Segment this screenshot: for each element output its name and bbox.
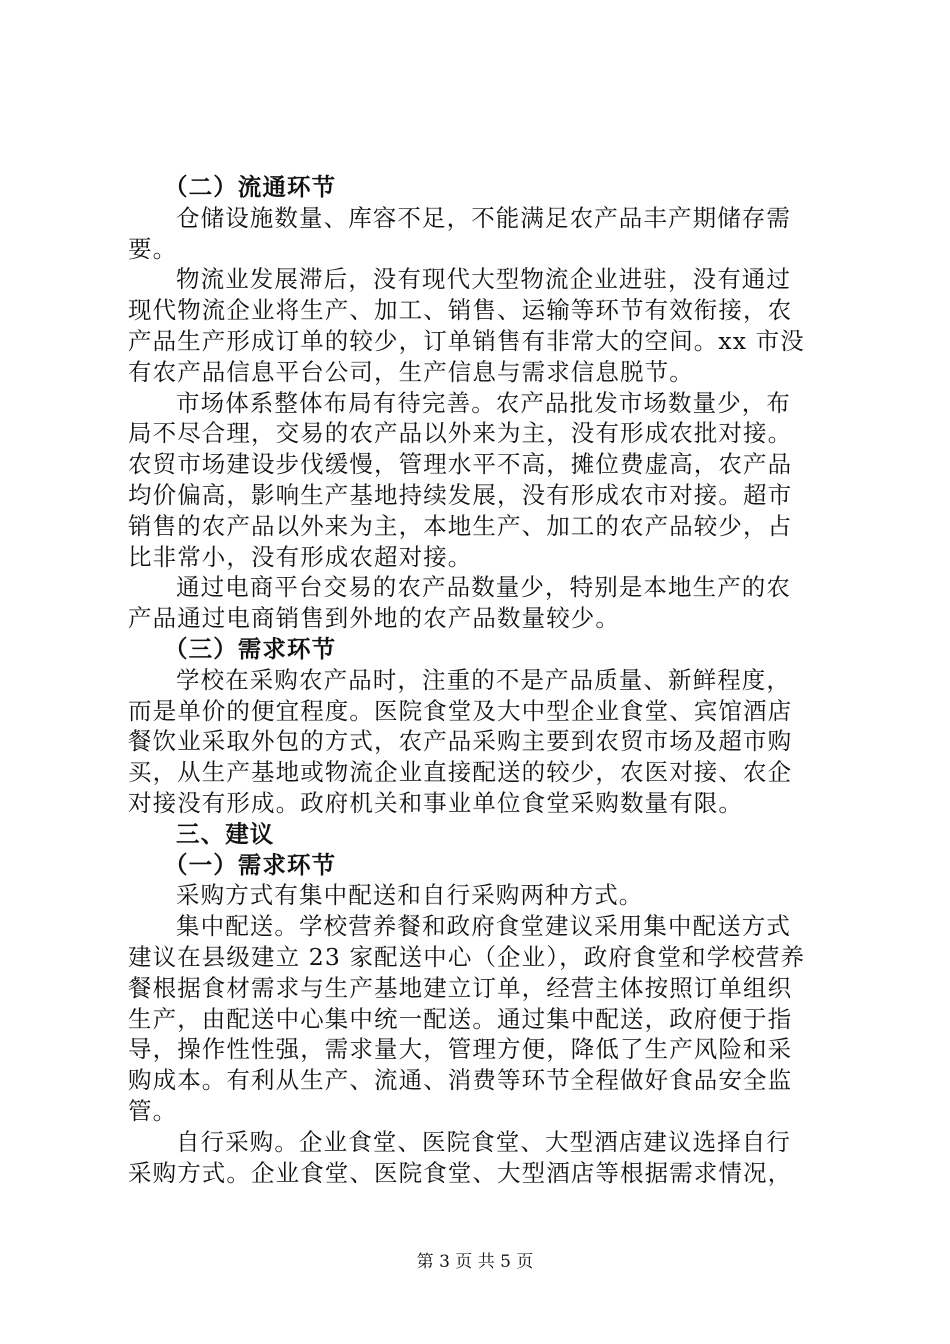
text-line: 买，从生产基地或物流企业直接配送的较少，农医对接、农企 <box>128 758 793 787</box>
section-heading-circulation <box>128 172 828 203</box>
text-line: 集中配送。学校营养餐和政府食堂建议采用集中配送方式 <box>176 912 791 941</box>
paragraph-school-procurement <box>128 665 828 819</box>
text-line: 对接没有形成。政府机关和事业单位食堂采购数量有限。 <box>128 788 743 817</box>
text-line: 产品生产形成订单的较少，订单销售有非常大的空间。xx 市没 <box>128 326 805 355</box>
text-line: 现代物流企业将生产、加工、销售、运输等环节有效衔接，农 <box>128 296 793 325</box>
paragraph-centralized-delivery <box>128 911 828 1127</box>
text-line: 销售的农产品以外来为主，本地生产、加工的农产品较少，占 <box>128 511 793 540</box>
text-line: 建议在县级建立 23 家配送中心（企业），政府食堂和学校营养 <box>128 942 806 971</box>
text-line: 物流业发展滞后，没有现代大型物流企业进驻，没有通过 <box>176 265 791 294</box>
text-line: 采购方式。企业食堂、医院食堂、大型酒店等根据需求情况， <box>128 1158 793 1187</box>
text-line: 生产，由配送中心集中统一配送。通过集中配送，政府便于指 <box>128 1004 793 1033</box>
text-line: 农贸市场建设步伐缓慢，管理水平不高，摊位费虚高，农产品 <box>128 450 793 479</box>
text-line: 均价偏高，影响生产基地持续发展，没有形成农市对接。超市 <box>128 480 793 509</box>
text-line: 餐饮业采取外包的方式，农产品采购主要到农贸市场及超市购 <box>128 727 793 756</box>
text-line: 产品通过电商销售到外地的农产品数量较少。 <box>128 604 620 633</box>
text-line: 而是单价的便宜程度。医院食堂及大中型企业食堂、宾馆酒店 <box>128 696 793 725</box>
paragraph-ecommerce <box>128 572 828 634</box>
heading-line: （一）需求环节 <box>164 850 337 879</box>
text-line: 比非常小，没有形成农超对接。 <box>128 542 473 571</box>
paragraph-procurement-methods <box>128 880 828 911</box>
text-line: 导，操作性性强，需求量大，管理方便，降低了生产风险和采 <box>128 1035 793 1064</box>
paragraph-logistics <box>128 264 828 387</box>
section-heading-suggestions <box>128 819 828 850</box>
text-line: 要。 <box>128 234 178 263</box>
text-line: 局不尽合理，交易的农产品以外来为主，没有形成农批对接。 <box>128 419 793 448</box>
text-line: 学校在采购农产品时，注重的不是产品质量、新鲜程度， <box>176 665 791 694</box>
text-line: 仓储设施数量、库容不足，不能满足农产品丰产期储存需 <box>176 203 791 232</box>
section-heading-demand-suggestion <box>128 850 828 881</box>
text-line: 购成本。有利从生产、流通、消费等环节全程做好食品安全监 <box>128 1066 793 1095</box>
text-line: 市场体系整体布局有待完善。农产品批发市场数量少，布 <box>176 388 791 417</box>
text-line: 通过电商平台交易的农产品数量少，特别是本地生产的农 <box>176 573 791 602</box>
text-line: 管。 <box>128 1096 178 1125</box>
text-line: 采购方式有集中配送和自行采购两种方式。 <box>176 881 644 910</box>
section-heading-demand <box>128 634 828 665</box>
text-line: 自行采购。企业食堂、医院食堂、大型酒店建议选择自行 <box>176 1127 791 1156</box>
paragraph-market-system <box>128 388 828 573</box>
page-number: 第 3 页 共 5 页 <box>416 1252 534 1272</box>
heading-line: （三）需求环节 <box>164 634 337 663</box>
paragraph-self-procurement <box>128 1127 828 1189</box>
heading-line: 三、建议 <box>176 819 275 848</box>
heading-line: （二）流通环节 <box>164 173 337 201</box>
document-body <box>128 172 828 1188</box>
text-line: 餐根据食材需求与生产基地建立订单，经营主体按照订单组织 <box>128 973 793 1002</box>
text-line: 有农产品信息平台公司，生产信息与需求信息脱节。 <box>128 357 694 386</box>
paragraph-storage <box>128 203 828 265</box>
